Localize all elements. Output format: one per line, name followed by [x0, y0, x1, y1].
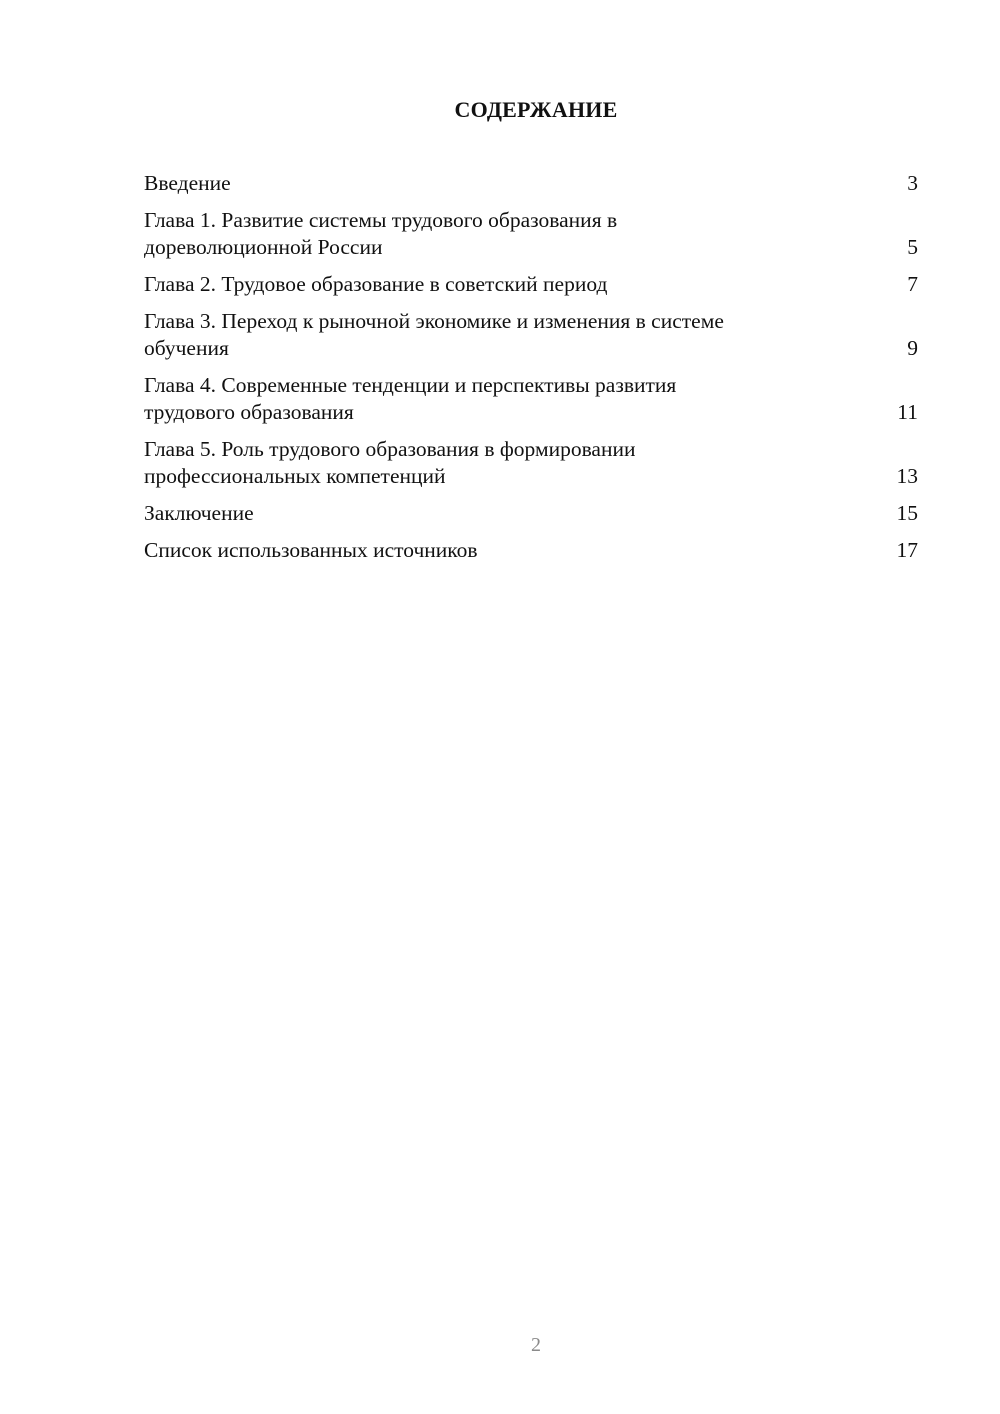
toc-entry-title: Глава 5. Роль трудового образования в формировании профессиональных компетенций [144, 437, 636, 488]
toc-entry-title: Заключение [144, 501, 254, 525]
toc-entry-title: Глава 1. Развитие системы трудового образования в дореволюционной России [144, 208, 618, 259]
toc-entry-title: Глава 3. Переход к рыночной экономике и изменения в системе обучения [144, 309, 724, 360]
toc-entry-introduction [144, 170, 918, 197]
toc-entry-chapter-3 [144, 308, 918, 362]
toc-entry-title: Глава 2. Трудовое образование в советский период [144, 272, 608, 296]
toc-entry-page: 3 [907, 171, 918, 195]
toc-entry-title: Введение [144, 171, 231, 195]
toc-entry-title: Глава 4. Современные тенденции и перспективы развития трудового образования [144, 373, 677, 424]
toc-entry-conclusion [144, 500, 918, 527]
page-title: СОДЕРЖАНИЕ [454, 97, 618, 122]
toc-entry-page: 13 [896, 464, 918, 488]
toc-entry-page: 15 [896, 501, 918, 525]
toc-entry-chapter-1 [144, 207, 918, 261]
toc-entry-chapter-2 [144, 271, 918, 298]
toc-entry-chapter-4 [144, 372, 918, 426]
toc-entry-title: Список использованных источников [144, 538, 478, 562]
toc-entry-page: 5 [907, 235, 918, 259]
page-number: 2 [531, 1334, 541, 1356]
toc-entry-chapter-5 [144, 436, 918, 490]
toc-entry-page: 11 [897, 400, 918, 424]
toc-entry-references [144, 537, 918, 564]
toc-entry-page: 7 [907, 272, 918, 296]
toc-entry-page: 9 [907, 336, 918, 360]
toc-entry-page: 17 [896, 538, 918, 562]
table-of-contents [144, 170, 918, 574]
